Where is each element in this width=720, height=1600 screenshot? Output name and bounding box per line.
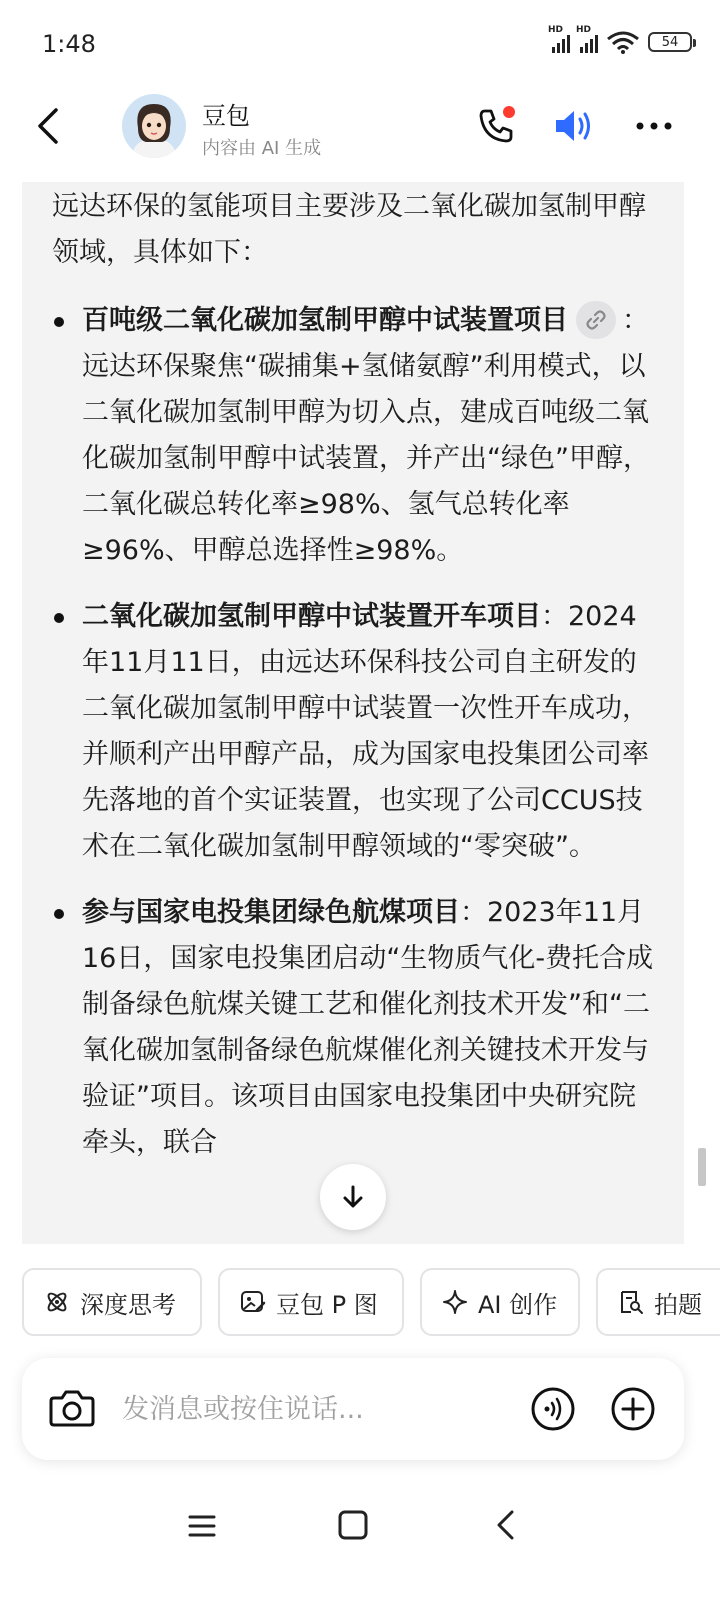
avatar-image xyxy=(122,94,186,158)
battery-level: 54 xyxy=(661,34,679,50)
chip-label: AI 创作 xyxy=(478,1290,558,1319)
list-item xyxy=(52,594,654,870)
photo-search-icon xyxy=(618,1289,644,1315)
photo-question-button[interactable] xyxy=(596,1268,720,1336)
message-bullet-list xyxy=(52,298,654,1166)
system-nav-bar xyxy=(0,1490,720,1600)
item-text: ：2024年11月11日，由远达环保科技公司自主研发的二氧化碳加氢制甲醇中试装置一次性开车成功，并顺利产出甲醇产品，成为国家电投集团公司率先落地的首个实证装置，也实现了公司CCUS技术在二氧化碳加氢制甲醇领域的“零突破”。 xyxy=(82,601,649,862)
chat-subtitle: 内容由 AI 生成 xyxy=(202,138,322,159)
chip-label: 深度思考 xyxy=(80,1290,176,1319)
arrow-down-icon xyxy=(339,1183,367,1211)
chat-header xyxy=(0,92,720,182)
item-text: ：2023年11月16日，国家电投集团启动“生物质气化-费托合成制备绿色航煤关键工艺和催化剂技术开发”和“二氧化碳加氢制备绿色航煤催化剂关键技术开发与验证”项目。该项目由国家电投集团中央研究院牵头，联合 xyxy=(82,897,654,1158)
status-bar xyxy=(0,0,720,92)
message-intro: 远达环保的氢能项目主要涉及二氧化碳加氢制甲醇领域，具体如下： xyxy=(52,191,646,268)
more-options-icon[interactable] xyxy=(634,114,674,138)
link-icon xyxy=(585,309,607,331)
signal-hd-label-2: HD xyxy=(576,25,592,35)
avatar[interactable] xyxy=(122,94,186,158)
item-title: 百吨级二氧化碳加氢制甲醇中试装置项目 xyxy=(82,305,568,336)
nav-back-icon[interactable] xyxy=(490,1508,520,1542)
image-edit-button[interactable] xyxy=(218,1268,404,1336)
signal-icon xyxy=(548,25,570,53)
plus-icon[interactable] xyxy=(610,1386,656,1432)
scroll-to-bottom-button[interactable] xyxy=(320,1164,386,1230)
list-item xyxy=(52,298,654,574)
image-edit-icon xyxy=(240,1289,266,1315)
ai-create-button[interactable] xyxy=(420,1268,580,1336)
camera-icon[interactable] xyxy=(48,1386,96,1430)
assistant-message xyxy=(22,182,684,1244)
quick-actions xyxy=(22,1268,720,1336)
message-input[interactable] xyxy=(122,1388,502,1430)
home-icon[interactable] xyxy=(336,1508,370,1542)
status-icons xyxy=(548,25,692,54)
voice-call-icon[interactable] xyxy=(530,1386,576,1432)
battery-icon xyxy=(648,32,692,52)
speaker-icon[interactable] xyxy=(552,108,596,144)
chip-label: 拍题 xyxy=(654,1290,702,1319)
chat-title: 豆包 xyxy=(202,102,250,130)
back-button[interactable] xyxy=(28,104,68,148)
deep-think-button[interactable] xyxy=(22,1268,202,1336)
wifi-icon xyxy=(606,30,640,54)
item-text: ：远达环保聚焦“碳捕集+氢储氨醇”利用模式，以二氧化碳加氢制甲醇为切入点，建成百吨级二氧化碳加氢制甲醇中试装置，并产出“绿色”甲醇，二氧化碳总转化率≥98%、氢气总转化率≥96%、甲醇总选择性≥98%。 xyxy=(82,305,650,566)
item-title: 二氧化碳加氢制甲醇中试装置开车项目 xyxy=(82,601,541,632)
list-item xyxy=(52,890,654,1166)
signal-hd-label: HD xyxy=(548,25,564,35)
menu-icon[interactable] xyxy=(186,1510,218,1542)
sparkle-icon xyxy=(442,1289,468,1315)
message-input-bar xyxy=(22,1358,684,1460)
item-title: 参与国家电投集团绿色航煤项目 xyxy=(82,897,460,928)
status-time: 1:48 xyxy=(42,30,96,58)
chip-label: 豆包 P 图 xyxy=(276,1290,378,1319)
signal-icon-2 xyxy=(576,25,598,53)
scrollbar-thumb[interactable] xyxy=(698,1148,706,1186)
phone-call-icon[interactable] xyxy=(476,106,516,146)
atom-icon xyxy=(44,1289,70,1315)
reference-link-button[interactable] xyxy=(576,301,616,339)
